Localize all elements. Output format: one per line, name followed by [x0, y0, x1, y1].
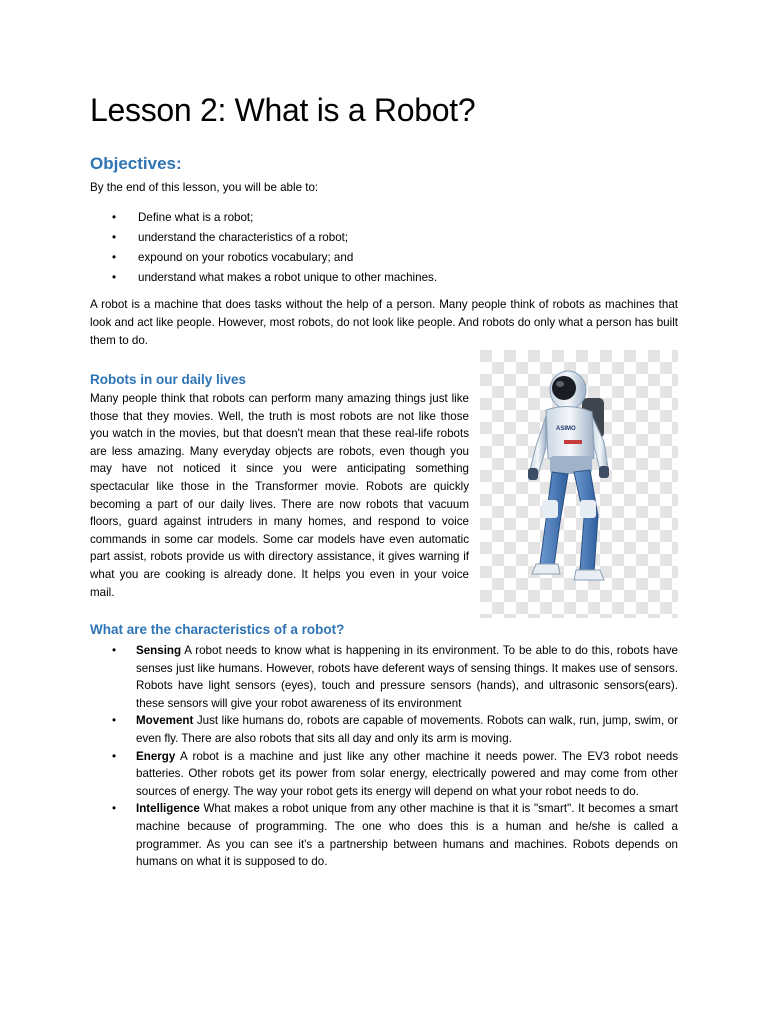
list-item: • Sensing A robot needs to know what is happening in its environment. To be able to do this, robots have senses just like humans. However, robots have deferent ways of sensing things. It makes use of sensors. Robots have light sensors (eyes), touch and pressure sensors (hands), and ultrasonic sensors(ears). these sensors will give your robot awareness of its environment — [112, 644, 678, 710]
daily-lives-heading: Robots in our daily lives — [90, 372, 247, 387]
bullet-icon: • — [112, 271, 117, 284]
objectives-list — [112, 208, 437, 288]
robot-illustration — [480, 350, 678, 618]
characteristics-heading: What are the characteristics of a robot? — [90, 622, 345, 637]
characteristics-list — [112, 642, 678, 871]
term-energy: Energy — [136, 749, 176, 763]
bullet-icon: • — [112, 251, 117, 264]
list-item: • Movement Just like humans do, robots are capable of movements. Robots can walk, run, jump, swim, or even fly. There are also robots that sits all day and only its arm is moving. — [112, 714, 678, 745]
objectives-intro: By the end of this lesson, you will be able to: — [90, 181, 319, 194]
bullet-icon: • — [112, 231, 117, 244]
bullet-icon: • — [112, 802, 117, 816]
bullet-icon: • — [112, 644, 117, 657]
page-title: Lesson 2: What is a Robot? — [90, 92, 476, 128]
list-item: • understand what makes a robot unique to other machines. — [112, 268, 437, 288]
robot-label: ASIMO — [556, 426, 576, 432]
list-item: • Define what is a robot; — [112, 208, 437, 228]
term-sensing: Sensing — [136, 644, 182, 657]
list-item: • Intelligence What makes a robot unique from any other machine is that it is "smart". It becomes a smart machine because of programming. The one who does this is a human and he/she is called a programmer. As you can see it's a partnership between humans and machines. Robots depends on humans on what it is supposed to do. — [112, 802, 678, 869]
bullet-icon: • — [112, 211, 117, 224]
robot-image — [480, 350, 678, 618]
list-item: • Energy A robot is a machine and just like any other machine it needs power. The EV3 robot needs batteries. Other robots get its power from solar energy, electrically powered and may come from other sources of energy. The way your robot gets its energy will depend on what your robot needs to do. — [112, 749, 678, 798]
bullet-icon: • — [112, 749, 117, 763]
list-item: • understand the characteristics of a robot; — [112, 228, 437, 248]
objectives-heading: Objectives: — [90, 154, 182, 173]
intro-paragraph: A robot is a machine that does tasks without the help of a person. Many people think of robots as machines that look and act like people. However, most robots, do not look like people. And robots do only what a person has built them to do. — [90, 298, 678, 347]
list-item: • expound on your robotics vocabulary; and — [112, 248, 437, 268]
term-intelligence: Intelligence — [136, 802, 200, 816]
daily-lives-paragraph: Many people think that robots can perform many amazing things just like those that they movies. Well, the truth is most robots are not like those you watch in the movies, but that doesn't mean that these real-life robots are less amazing. Many everyday objects are robots, even though you may have not noticed it since you were anticipating something spectacular like those in the Transformer movie. Robots are quickly becoming a part of our daily lives. There are now robots that vacuum floors, guard against intruders in many homes, and respond to voice commands in some car models. Some car models have even automatic part assist, robots provide us with directory assistance, it gives warning if what you are cooking is already done. It helps you even in your voice mail. — [90, 392, 469, 599]
bullet-icon: • — [112, 714, 117, 728]
term-movement: Movement — [136, 714, 194, 728]
